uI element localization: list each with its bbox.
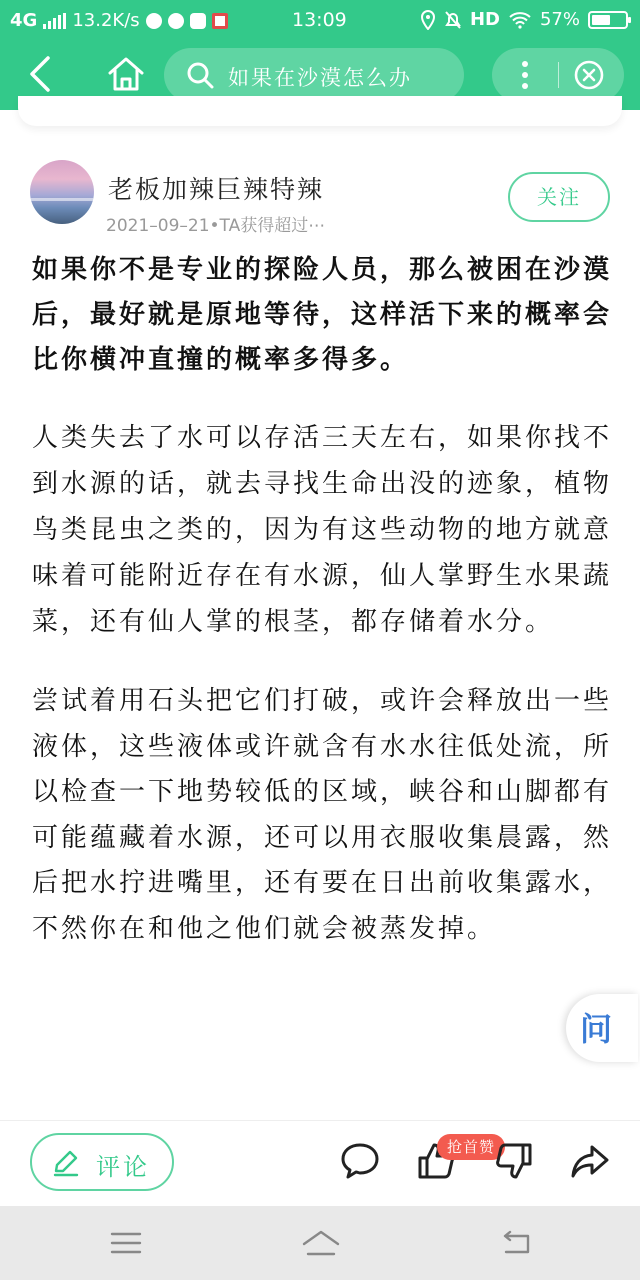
thumbs-down-icon[interactable]: [494, 1141, 534, 1181]
top-header: [0, 0, 640, 110]
mute-bell-icon: [444, 10, 462, 30]
wifi-icon: [508, 11, 532, 29]
ask-question-icon: 问: [580, 1010, 613, 1048]
action-bar: [0, 1120, 640, 1206]
battery-icon: [588, 11, 628, 29]
comment-bubble-icon[interactable]: [340, 1141, 380, 1181]
author-meta: 2021–09–21•TA获得超过⋯: [106, 216, 326, 236]
network-speed: 13.2K/s: [72, 10, 140, 31]
qr-code-icon: [212, 13, 228, 29]
answer-content: [32, 248, 612, 952]
app-notification-icon: [168, 13, 184, 29]
status-right: [420, 9, 628, 30]
video-app-icon: [190, 13, 206, 29]
status-time: 13:09: [292, 9, 347, 31]
capsule-divider: [558, 62, 559, 88]
home-nav-icon[interactable]: [300, 1226, 342, 1260]
share-arrow-icon[interactable]: [570, 1141, 610, 1181]
search-bar[interactable]: [164, 48, 464, 102]
wechat-icon: [146, 13, 162, 29]
capsule-buttons: [492, 48, 624, 102]
follow-button[interactable]: 关注: [508, 172, 610, 222]
back-arrow-icon[interactable]: [22, 54, 62, 94]
author-name[interactable]: 老板加辣巨辣特辣: [108, 175, 325, 204]
home-icon[interactable]: [104, 52, 148, 96]
hd-indicator: HD: [469, 9, 500, 30]
comment-label: 评论: [96, 1153, 150, 1181]
menu-icon[interactable]: [108, 1226, 144, 1260]
more-vertical-icon[interactable]: [520, 60, 530, 90]
answer-paragraph: 尝试着用石头把它们打破，或许会释放出一些液体，这些液体或许就含有水水往低处流，所以检查一下地势较低的区域，峡谷和山脚都有可能蕴藏着水源，还可以用衣服收集晨露，然后把水拧进嘴里，还有要在日出前收集露水，不然你在和他之他们就会被蒸发掉。: [32, 686, 613, 944]
status-bar: [0, 0, 640, 42]
search-query: 如果在沙漠怎么办: [228, 66, 412, 90]
close-icon[interactable]: [574, 60, 604, 90]
network-type: 4G: [10, 10, 38, 31]
answer-paragraph: 人类失去了水可以存活三天左右，如果你找不到水源的话，就去寻找生命出没的迹象，植物鸟类昆虫之类的，因为有这些动物的地方就意味着可能附近存在有水源，仙人掌野生水果蔬菜，还有仙人掌的根茎，都存储着水分。: [32, 423, 613, 637]
location-icon: [420, 10, 436, 30]
system-nav-bar: [0, 1206, 640, 1280]
status-left: [10, 10, 228, 31]
answer-lead-paragraph: 如果你不是专业的探险人员，那么被困在沙漠后，最好就是原地等待，这样活下来的概率会比你横冲直撞的概率多得多。: [32, 255, 613, 375]
back-nav-icon[interactable]: [498, 1226, 534, 1260]
search-icon: [186, 61, 214, 89]
ask-question-button[interactable]: [566, 994, 638, 1062]
signal-icon: [43, 13, 66, 29]
previous-card-edge: [18, 96, 622, 126]
battery-percent: 57%: [539, 9, 580, 30]
like-badge: 抢首赞: [437, 1134, 505, 1160]
avatar[interactable]: [30, 160, 94, 224]
pencil-icon: [52, 1149, 80, 1177]
battery-level: [592, 15, 610, 25]
comment-button[interactable]: [30, 1133, 174, 1191]
